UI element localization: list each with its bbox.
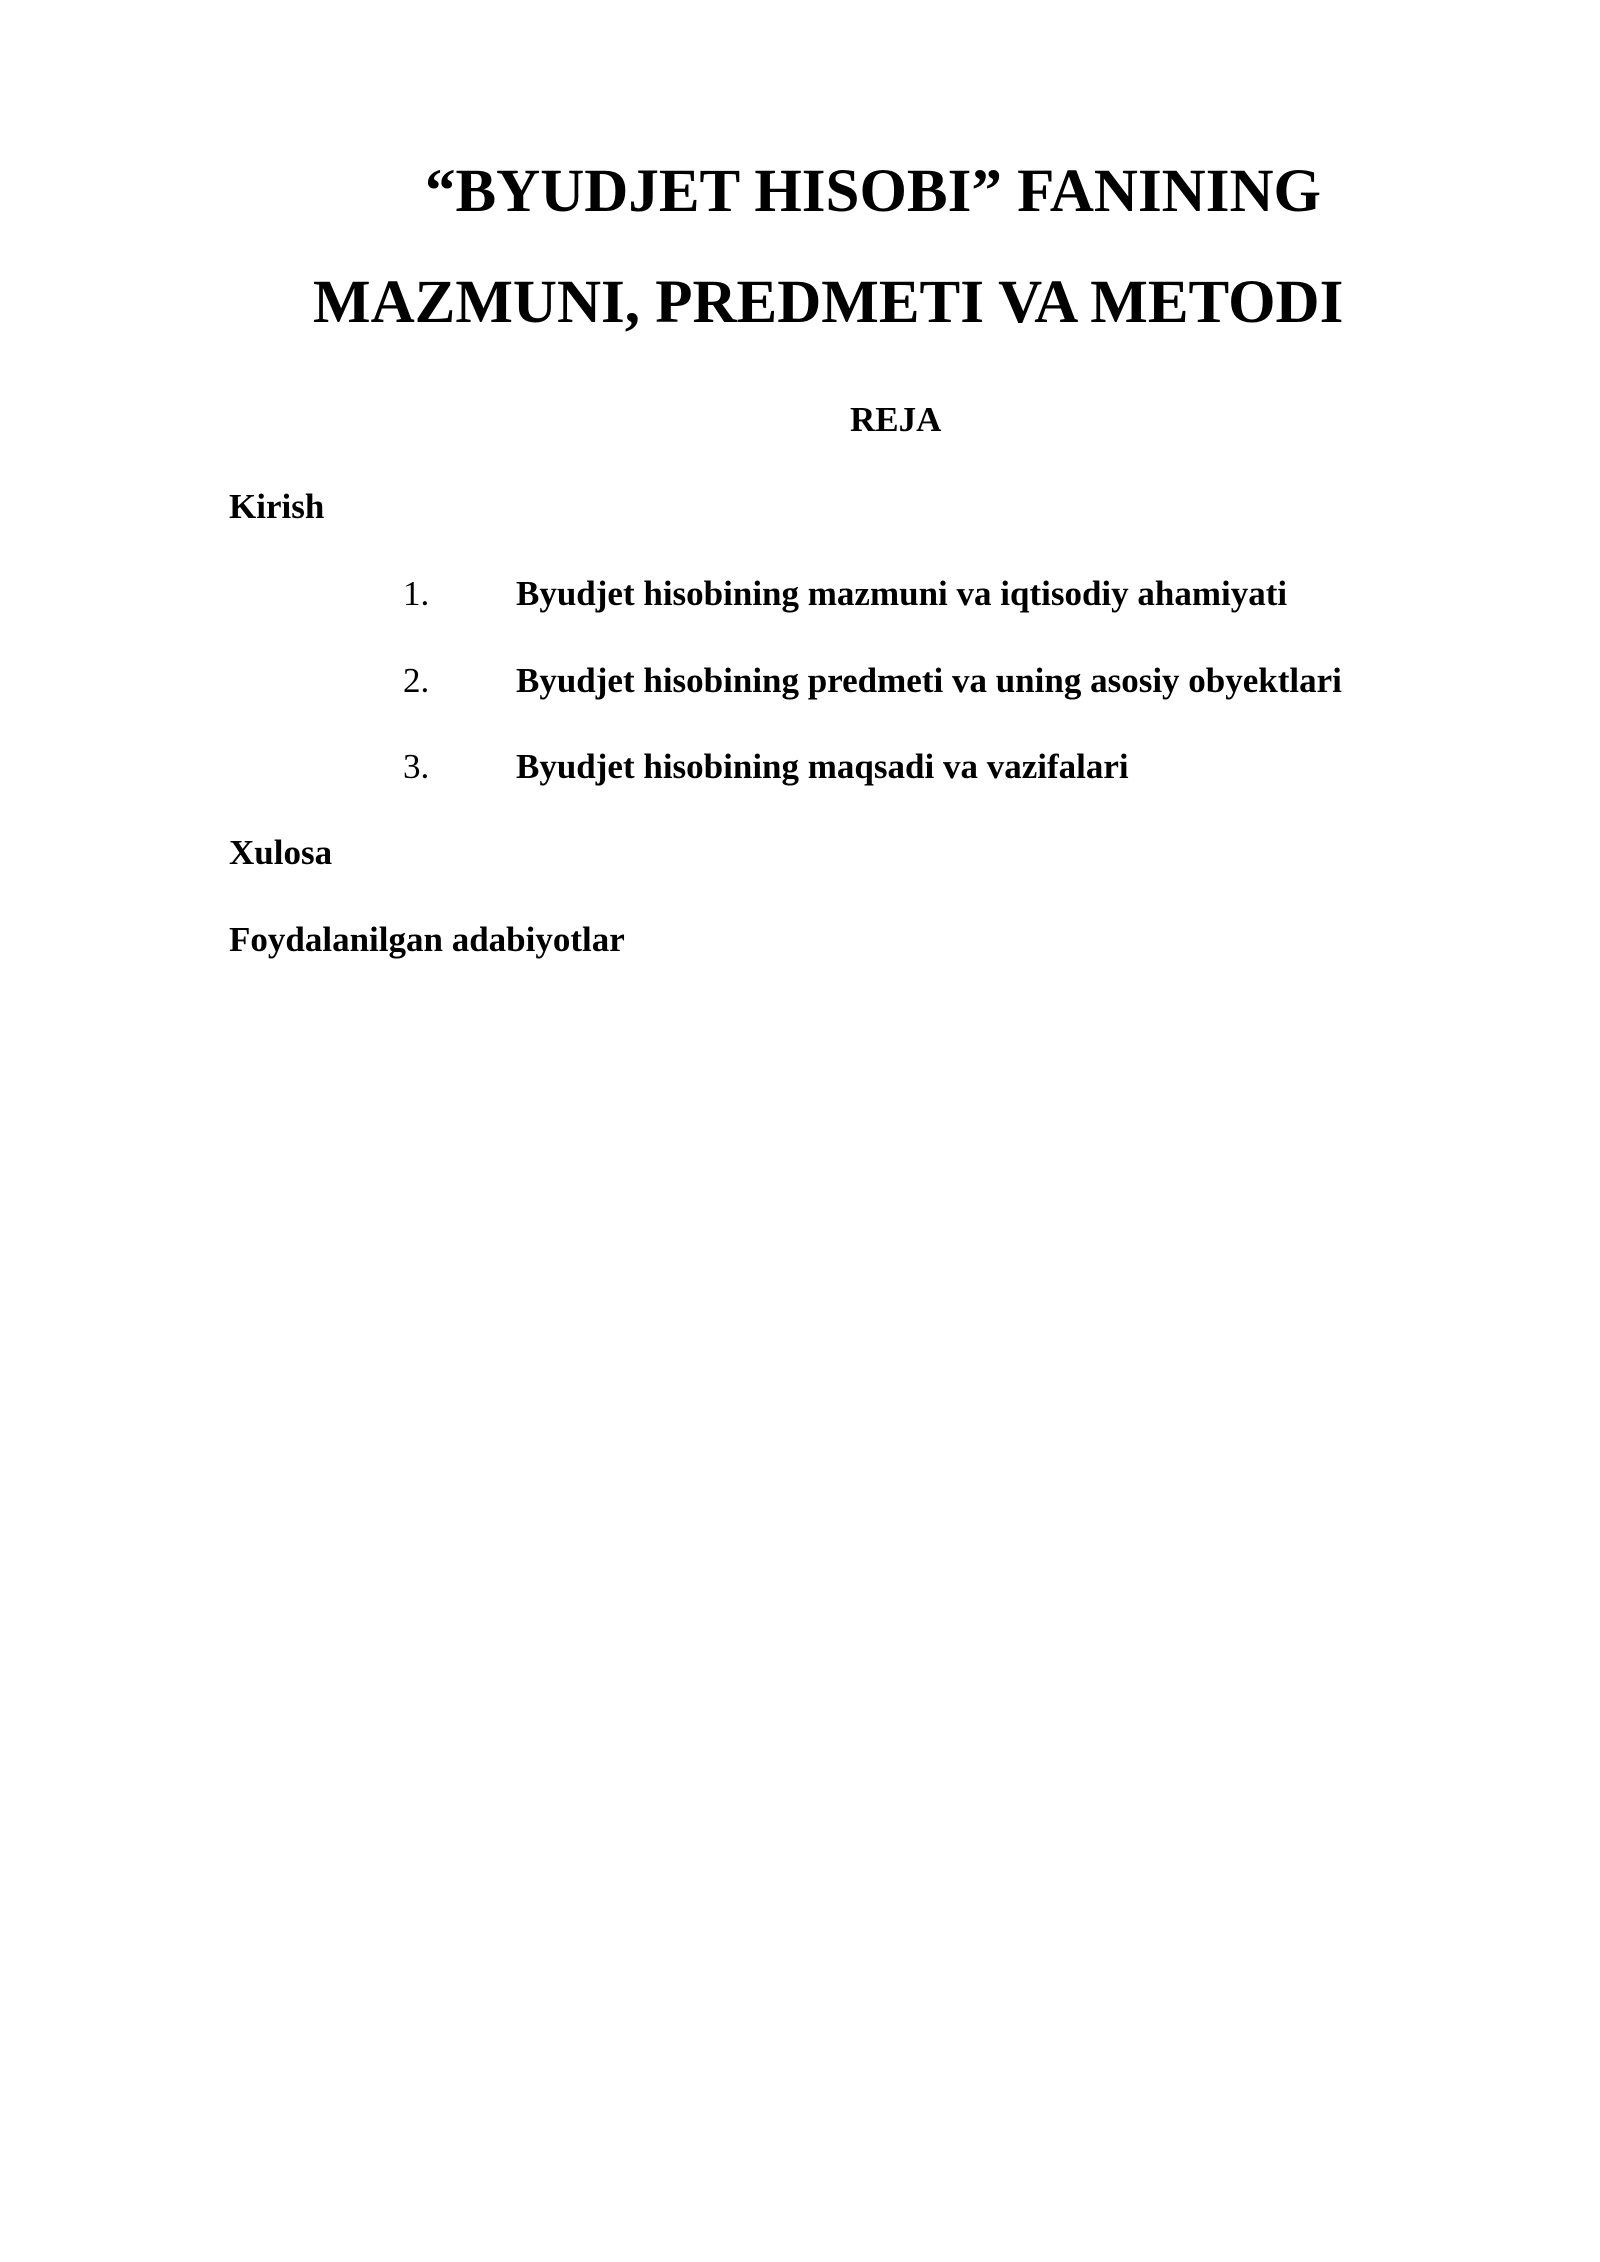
- plan-item-number: 1.: [403, 574, 430, 613]
- plan-list-item: [0, 663, 1600, 703]
- intro-heading: Kirish: [229, 487, 325, 526]
- plan-item-number: 2.: [403, 661, 430, 700]
- plan-item-text: Byudjet hisobining mazmuni va iqtisodiy ahamiyati: [516, 574, 1288, 613]
- references-heading: Foydalanilgan adabiyotlar: [229, 920, 625, 959]
- plan-list-item: [0, 749, 1600, 789]
- plan-item-text: Byudjet hisobining predmeti va uning asosiy obyektlari: [516, 661, 1342, 700]
- plan-item-number: 3.: [403, 747, 430, 786]
- conclusion-heading: Xulosa: [229, 833, 333, 872]
- document-title-line-2: MAZMUNI, PREDMETI VA METODI: [313, 269, 1344, 336]
- plan-heading: REJA: [850, 400, 942, 439]
- plan-item-text: Byudjet hisobining maqsadi va vazifalari: [516, 747, 1129, 786]
- document-title-line-1: “BYUDJET HISOBI” FANINING: [425, 158, 1321, 225]
- plan-list-item: [0, 576, 1600, 616]
